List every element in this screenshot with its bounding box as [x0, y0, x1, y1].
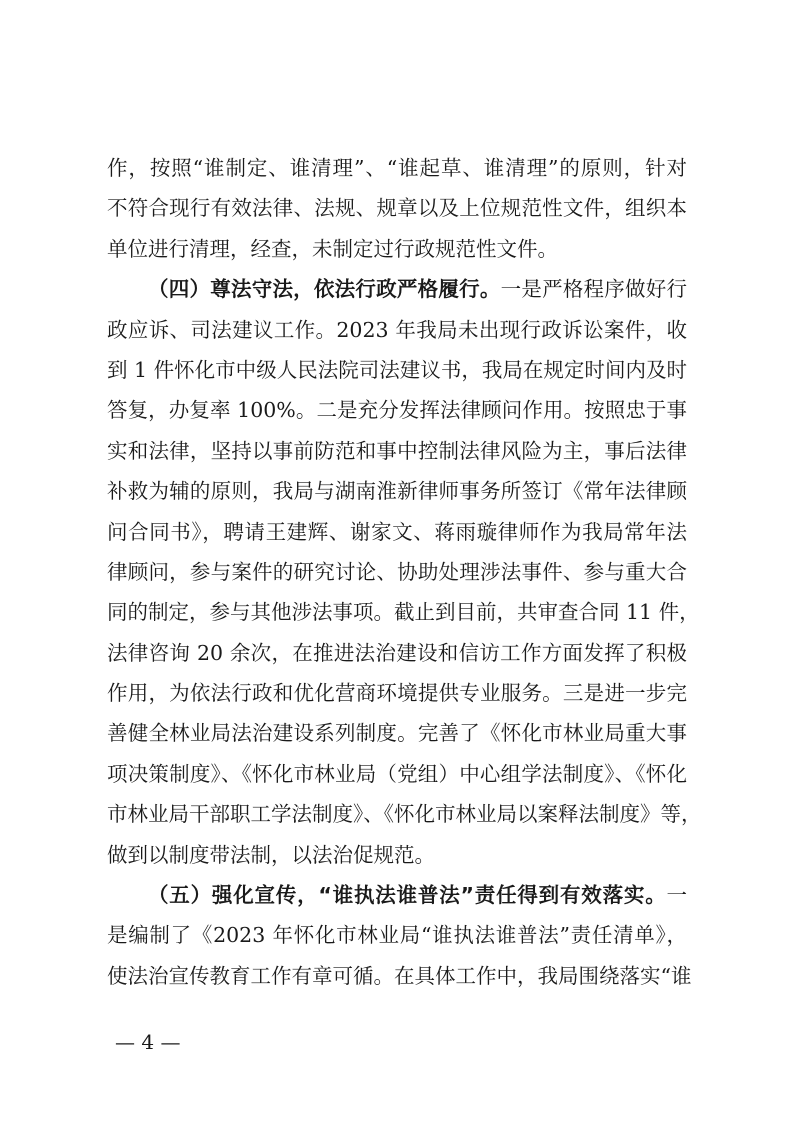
text-line: 作用，为依法行政和优化营商环境提供专业服务。三是进一步完 — [107, 681, 687, 706]
text-line: 单位进行清理，经查，未制定过行政规范性文件。 — [107, 236, 558, 261]
text-line: 是编制了《2023 年怀化市林业局“谁执法谁普法”责任清单》， — [107, 923, 687, 948]
text-line: 做到以制度带法制，以法治促规范。 — [107, 842, 435, 867]
text-line: 作，按照“谁制定、谁清理”、“谁起草、谁清理”的原则，针对 — [107, 156, 687, 180]
text-line: 补救为辅的原则，我局与湖南淮新律师事务所签订《常年法律顾 — [107, 479, 687, 504]
section-five-heading: （五）强化宣传，“谁执法谁普法”责任得到有效落实。 — [148, 883, 667, 908]
text-line: 使法治宣传教育工作有章可循。在具体工作中，我局围绕落实“谁 — [107, 963, 692, 988]
document-body — [107, 148, 702, 996]
text-line: 到 1 件怀化市中级人民法院司法建议书，我局在规定时间内及时 — [107, 357, 687, 382]
page-number: — 4 — — [115, 1030, 181, 1054]
text-line: 市林业局干部职工学法制度》、《怀化市林业局以案释法制度》等， — [107, 802, 702, 827]
text-run: 一是严格程序做好行 — [500, 277, 688, 302]
text-line: 实和法律，坚持以事前防范和事中控制法律风险为主，事后法律 — [107, 438, 687, 463]
text-line: 问合同书》，聘请王建辉、谢家文、蒋雨璇律师作为我局常年法 — [107, 519, 687, 544]
text-line: 政应诉、司法建议工作。2023 年我局未出现行政诉讼案件，收 — [107, 317, 687, 342]
text-line: 不符合现行有效法律、法规、规章以及上位规范性文件，组织本 — [107, 196, 687, 221]
text-line: 善健全林业局法治建设系列制度。完善了《怀化市林业局重大事 — [107, 721, 687, 746]
paragraph-legal-review — [107, 148, 687, 269]
text-line: 答复，办复率 100%。二是充分发挥法律顾问作用。按照忠于事 — [107, 398, 687, 423]
text-run: 一 — [666, 883, 687, 908]
text-line: 法律咨询 20 余次，在推进法治建设和信访工作方面发挥了积极 — [107, 640, 687, 665]
section-heading-line — [107, 875, 687, 915]
text-line: 同的制定，参与其他涉法事项。截止到目前，共审查合同 11 件， — [107, 600, 700, 625]
text-line: 律顾问，参与案件的研究讨论、协助处理涉法事件、参与重大合 — [107, 559, 687, 584]
text-line: 项决策制度》、《怀化市林业局（党组）中心组学法制度》、《怀化 — [107, 761, 687, 786]
paragraph-section-five — [107, 875, 692, 996]
paragraph-section-four — [107, 269, 702, 875]
section-heading-line — [107, 269, 687, 309]
section-four-heading: （四）尊法守法，依法行政严格履行。 — [148, 277, 501, 302]
